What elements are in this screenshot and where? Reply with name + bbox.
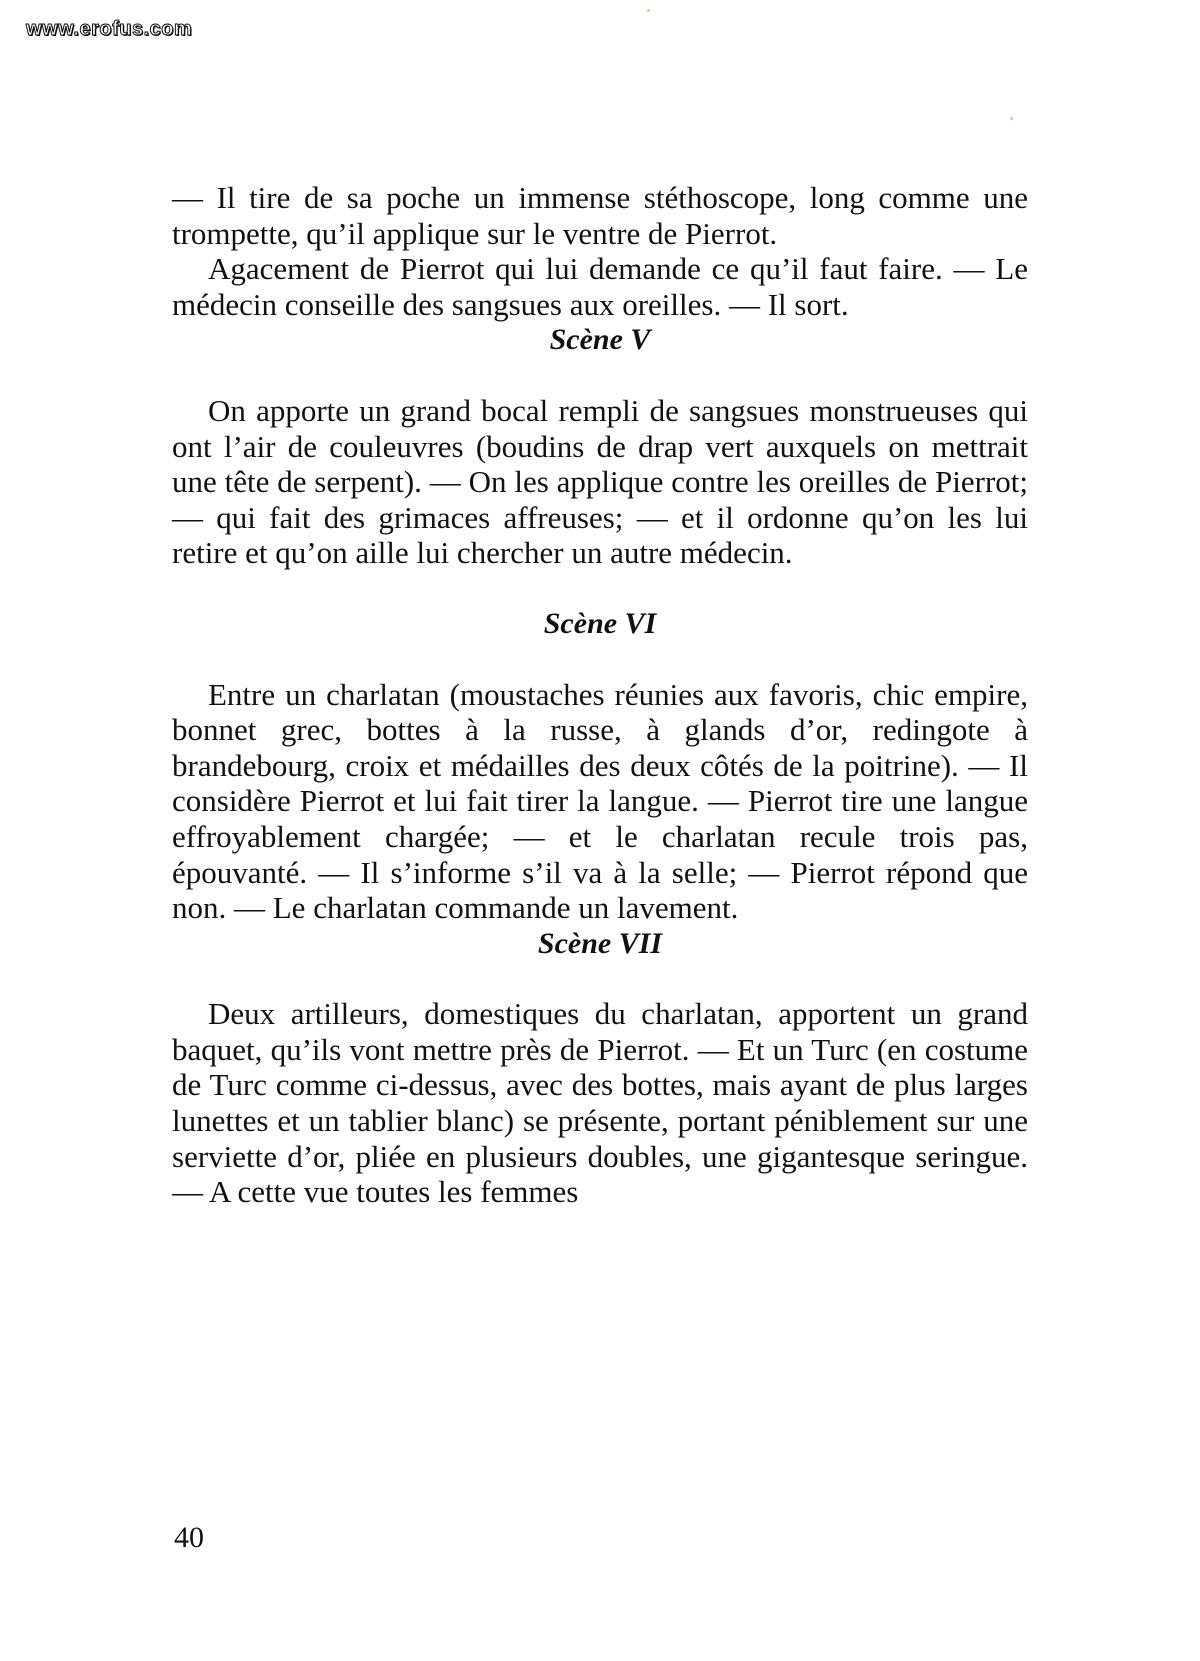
page-number: 40 [174, 1521, 204, 1554]
paragraph-stethoscope: — Il tire de sa poche un immense stéthoscope, long comme une trompette, qu’il applique sur le ventre de Pierrot. [172, 180, 1028, 251]
paragraph-artilleurs: Deux artilleurs, domestiques du charlatan, apportent un grand baquet, qu’ils vont mettre près de Pierrot. — Et un Turc (en costume de Turc comme ci-dessus, avec des bottes, mais ayant de plus larges lunettes et un tablier blanc) se présente, portant péniblement sur une serviette d’or, pliée en plusieurs doubles, une gigantesque seringue. — A cette vue toutes les femmes [172, 996, 1028, 1210]
paragraph-charlatan: Entre un charlatan (moustaches réunies aux favoris, chic empire, bonnet grec, bottes à la russe, à glands d’or, redingote à brandebourg, croix et médailles des deux côtés de la poitrine). — Il considère Pierrot et lui fait tirer la langue. — Pierrot tire une langue effroyablement chargée; — et le charlatan recule trois pas, épouvanté. — Il s’informe s’il va à la selle; — Pierrot répond que non. — Le charlatan commande un lavement. [172, 676, 1028, 926]
paragraph-leeches-advice: Agacement de Pierrot qui lui demande ce qu’il faut faire. — Le médecin conseille des sangsues aux oreilles. — Il sort. [172, 251, 1028, 322]
scene-heading-vi: Scène VI [543, 606, 657, 640]
paragraph-leeches-applied: On apporte un grand bocal rempli de sangsues monstrueuses qui ont l’air de couleuvres (boudins de drap vert auxquels on mettrait une tête de serpent). — On les applique contre les oreilles de Pierrot; — qui fait des grimaces affreuses; — et il ordonne qu’on les lui retire et qu’on aille lui chercher un autre médecin. [172, 392, 1028, 571]
paper-speck [647, 9, 650, 12]
site-watermark: www.erofus.com [26, 18, 193, 40]
page-text [172, 180, 1028, 1210]
paper-speck [1010, 117, 1013, 120]
scene-heading-v: Scène V [549, 323, 651, 357]
scene-heading-vii: Scène VII [537, 926, 663, 960]
